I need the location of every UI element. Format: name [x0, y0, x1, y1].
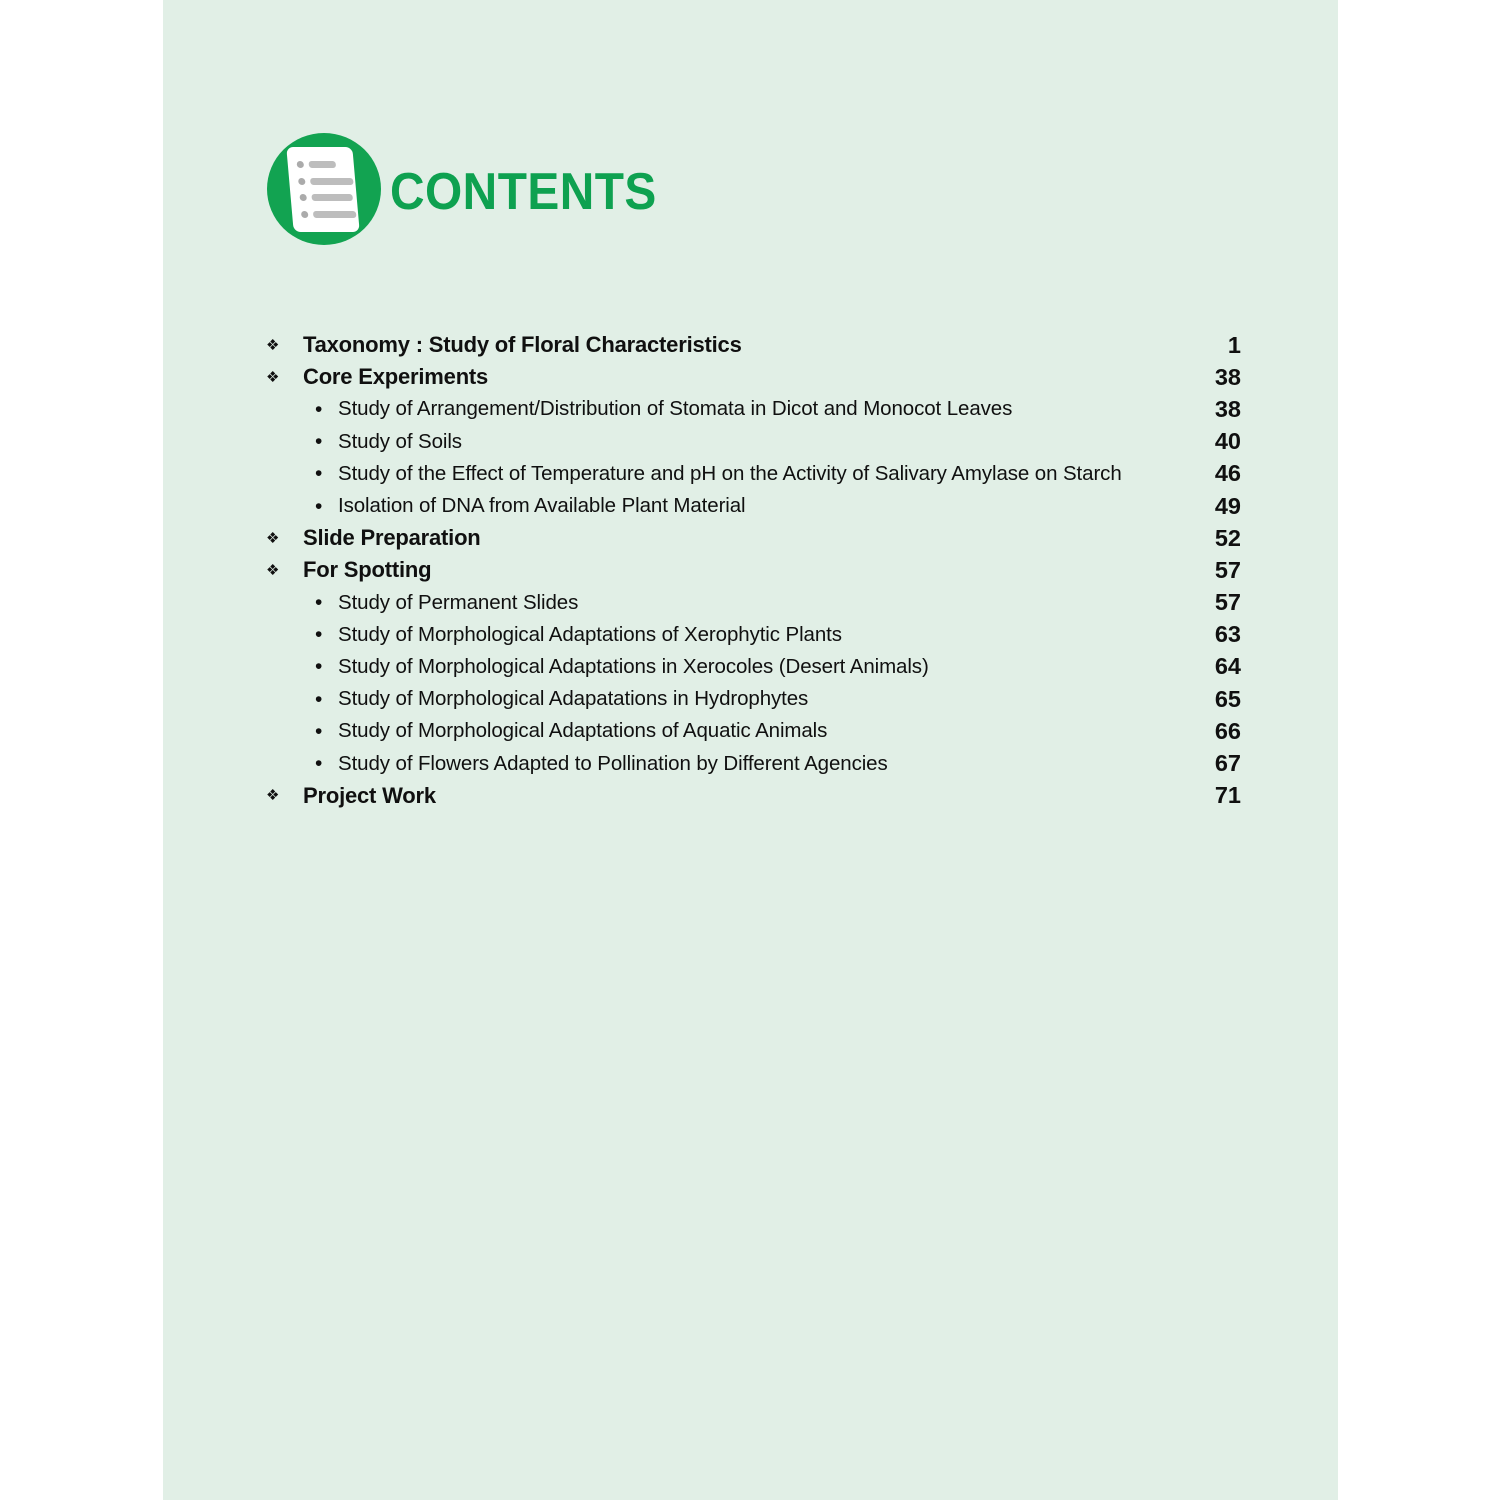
diamond-bullet-icon: ❖	[266, 529, 280, 547]
toc-item-label: Study of Arrangement/Distribution of Stomata in Dicot and Monocot Leaves	[338, 397, 1013, 421]
toc-page-number: 57	[1214, 589, 1241, 616]
icon-text-bar	[310, 178, 354, 185]
diamond-bullet-icon: ❖	[266, 561, 280, 579]
toc-page-number: 57	[1214, 556, 1241, 583]
toc-row	[163, 715, 1338, 747]
toc-item-label: Taxonomy : Study of Floral Characteristics	[303, 332, 742, 358]
toc-page-number: 38	[1214, 395, 1241, 422]
icon-list-line	[301, 211, 359, 218]
diamond-bullet-icon: ❖	[266, 787, 280, 805]
icon-bullet-dot	[298, 178, 306, 185]
dot-bullet-icon: •	[315, 655, 323, 679]
toc-page-number: 1	[1227, 331, 1241, 358]
toc-item-label: Study of Morphological Adapatations in Hydrophytes	[338, 687, 809, 711]
icon-text-bar	[311, 194, 353, 201]
toc-item-label: Slide Preparation	[303, 525, 481, 551]
toc-item-label: Project Work	[303, 782, 436, 808]
dot-bullet-icon: •	[315, 752, 323, 776]
contents-header	[267, 133, 680, 245]
toc-page-number: 49	[1214, 492, 1241, 519]
icon-list-line	[298, 178, 356, 185]
toc-page-number: 65	[1214, 685, 1241, 712]
toc-row	[163, 651, 1338, 683]
toc-page-number: 40	[1214, 428, 1241, 455]
toc-item-label: Study of Soils	[338, 429, 462, 453]
icon-bullet-dot	[299, 194, 307, 201]
toc-item-label: Study of Morphological Adaptations of Xerophytic Plants	[338, 622, 842, 646]
dot-bullet-icon: •	[315, 687, 323, 711]
document-sheet-icon	[286, 147, 359, 232]
toc-row	[163, 780, 1338, 812]
icon-list-line	[299, 194, 357, 201]
toc-page-number: 46	[1214, 460, 1241, 487]
toc-row	[163, 426, 1338, 458]
toc-page-number: 52	[1214, 524, 1241, 551]
toc-item-label: Core Experiments	[303, 364, 489, 390]
icon-bullet-dot	[301, 211, 309, 218]
diamond-bullet-icon: ❖	[266, 336, 280, 354]
dot-bullet-icon: •	[315, 430, 323, 454]
toc	[163, 329, 1338, 812]
icon-text-bar	[309, 161, 337, 168]
toc-item-label: Study of Flowers Adapted to Pollination by Different Agencies	[338, 751, 888, 775]
dot-bullet-icon: •	[315, 719, 323, 743]
toc-row	[163, 393, 1338, 425]
toc-item-label: For Spotting	[303, 557, 432, 583]
toc-row	[163, 619, 1338, 651]
dot-bullet-icon: •	[315, 462, 323, 486]
diamond-bullet-icon: ❖	[266, 368, 280, 386]
toc-row	[163, 361, 1338, 393]
toc-row	[163, 329, 1338, 361]
icon-list-line	[297, 161, 355, 168]
toc-item-label: Isolation of DNA from Available Plant Material	[338, 494, 746, 518]
toc-page-number: 64	[1214, 653, 1241, 680]
dot-bullet-icon: •	[315, 623, 323, 647]
toc-page-number: 66	[1214, 717, 1241, 744]
icon-bullet-dot	[297, 161, 305, 168]
toc-page-number: 38	[1214, 363, 1241, 390]
toc-row	[163, 747, 1338, 779]
toc-page-number: 67	[1214, 750, 1241, 777]
toc-page-number: 63	[1214, 621, 1241, 648]
toc-item-label: Study of Morphological Adaptations in Xerocoles (Desert Animals)	[338, 654, 929, 678]
toc-row	[163, 522, 1338, 554]
contents-page	[163, 0, 1338, 1500]
toc-item-label: Study of Morphological Adaptations of Aquatic Animals	[338, 719, 828, 743]
toc-row	[163, 554, 1338, 586]
dot-bullet-icon: •	[315, 397, 323, 421]
toc-row	[163, 490, 1338, 522]
page-title: CONTENTS	[390, 163, 657, 221]
toc-page-number: 71	[1214, 782, 1241, 809]
toc-item-label: Study of the Effect of Temperature and pH on the Activity of Salivary Amylase on Starch	[338, 461, 1122, 485]
toc-item-label: Study of Permanent Slides	[338, 590, 579, 614]
dot-bullet-icon: •	[315, 494, 323, 518]
list-document-icon	[267, 133, 381, 245]
dot-bullet-icon: •	[315, 591, 323, 615]
toc-row	[163, 458, 1338, 490]
toc-row	[163, 683, 1338, 715]
icon-text-bar	[313, 211, 357, 218]
toc-row	[163, 587, 1338, 619]
